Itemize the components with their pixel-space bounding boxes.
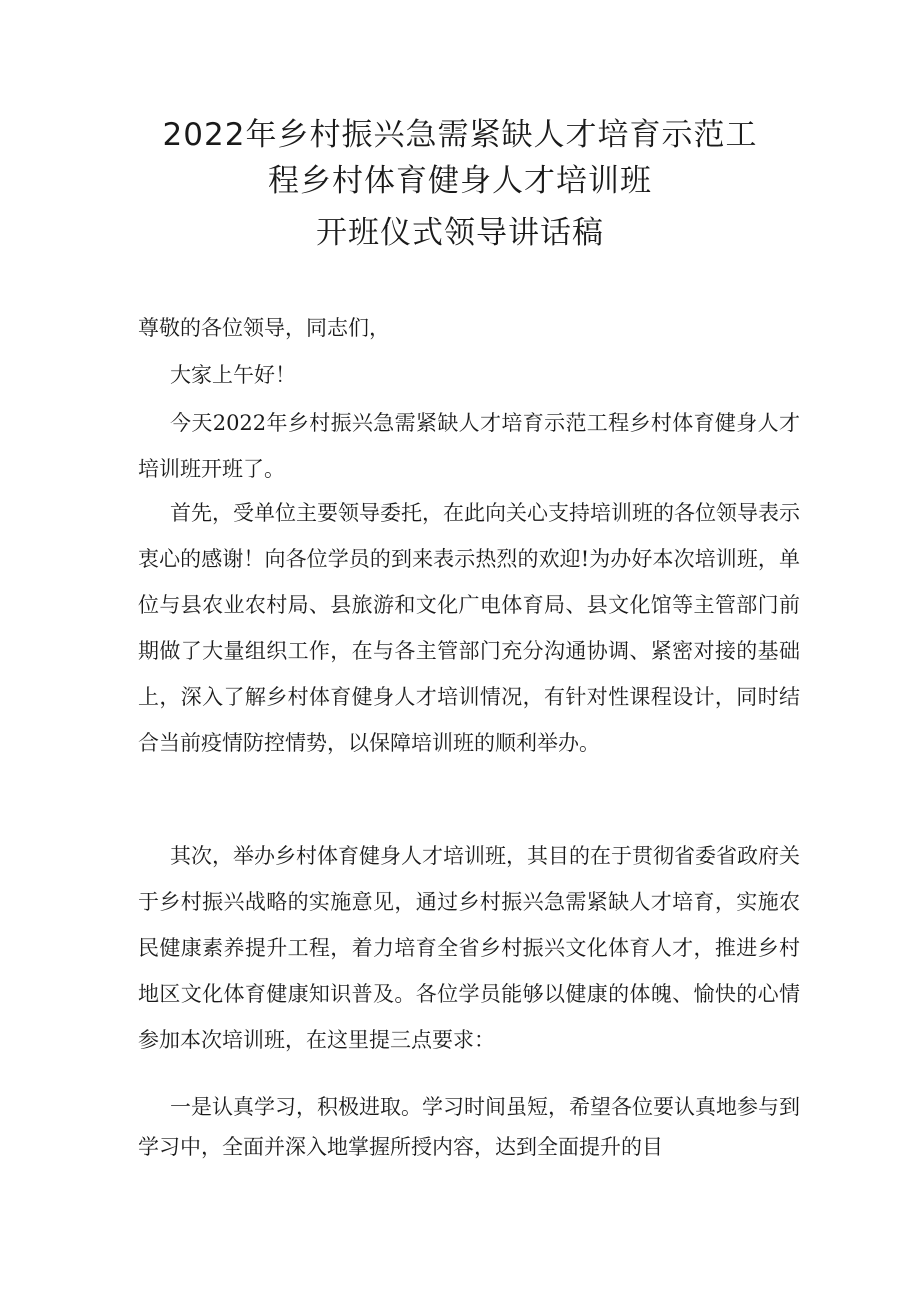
document-title-line-3: 开班仪式领导讲话稿	[316, 215, 604, 251]
hello-paragraph: 大家上午好！	[170, 363, 296, 387]
greeting-paragraph: 尊敬的各位领导，同志们，	[138, 316, 390, 340]
document-title-line-2: 程乡村体育健身人才培训班	[268, 163, 652, 199]
document-title-line-1: 2022年乡村振兴急需紧缺人才培育示范工	[162, 117, 758, 153]
second-point-paragraph: 其次，举办乡村体育健身人才培训班，其目的在于贯彻省委省政府关于乡村振兴战略的实施意见，通过乡村振兴急需紧缺人才培育，实施农民健康素养提升工程，着力培育全省乡村振兴文化体育人才，推进乡村地区文化体育健康知识普及。各位学员能够以健康的体魄、愉快的心情参加本次培训班，在这里提三点要求：	[138, 844, 800, 1052]
first-point-paragraph: 首先，受单位主要领导委托，在此向关心支持培训班的各位领导表示衷心的感谢！向各位学员的到来表示热烈的欢迎!为办好本次培训班，单位与县农业农村局、县旅游和文化广电体育局、县文化馆等主管部门前期做了大量组织工作，在与各主管部门充分沟通协调、紧密对接的基础上，深入了解乡村体育健身人才培训情况，有针对性课程设计，同时结合当前疫情防控情势，以保障培训班的顺利举办。	[138, 501, 800, 755]
first-requirement-paragraph: 一是认真学习，积极进取。学习时间虽短，希望各位要认真地参与到学习中，全面并深入地掌握所授内容，达到全面提升的目	[138, 1095, 800, 1159]
today-paragraph: 今天2022年乡村振兴急需紧缺人才培育示范工程乡村体育健身人才培训班开班了。	[138, 411, 800, 481]
